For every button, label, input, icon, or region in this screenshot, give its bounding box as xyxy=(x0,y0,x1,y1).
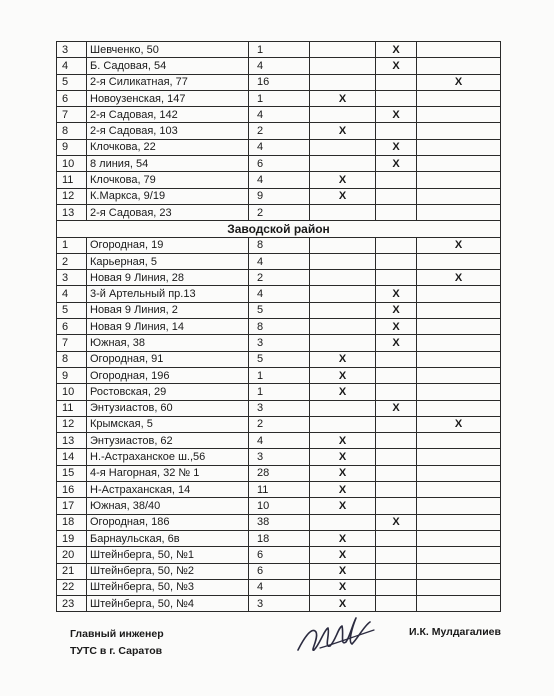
address-cell: Огородная, 186 xyxy=(87,514,249,530)
mark-cell-3 xyxy=(417,188,501,204)
row-number: 5 xyxy=(57,74,87,90)
address-cell: 2-я Садовая, 142 xyxy=(87,107,249,123)
row-number: 6 xyxy=(57,319,87,335)
mark-cell-1 xyxy=(310,42,376,58)
table-row xyxy=(57,319,501,335)
count-cell: 11 xyxy=(249,482,310,498)
mark-cell-3 xyxy=(417,42,501,58)
address-cell: Южная, 38/40 xyxy=(87,498,249,514)
row-number: 11 xyxy=(57,400,87,416)
table-row xyxy=(57,351,501,367)
address-cell: 4-я Нагорная, 32 № 1 xyxy=(87,465,249,481)
footer-position xyxy=(70,626,164,660)
table-row xyxy=(57,237,501,253)
count-cell: 3 xyxy=(249,335,310,351)
mark-cell-1: X xyxy=(310,351,376,367)
mark-cell-1: X xyxy=(310,498,376,514)
row-number: 3 xyxy=(57,42,87,58)
count-cell: 4 xyxy=(249,433,310,449)
table-row xyxy=(57,58,501,74)
mark-cell-1: X xyxy=(310,547,376,563)
footer-position-line1: Главный инженер xyxy=(70,628,164,640)
row-number: 4 xyxy=(57,286,87,302)
table-row xyxy=(57,465,501,481)
table-row xyxy=(57,156,501,172)
mark-cell-1: X xyxy=(310,188,376,204)
mark-cell-2 xyxy=(376,563,417,579)
count-cell: 4 xyxy=(249,253,310,269)
mark-cell-2 xyxy=(376,367,417,383)
footer-position-line2: ТУТС в г. Саратов xyxy=(70,645,163,657)
mark-cell-2 xyxy=(376,74,417,90)
row-number: 13 xyxy=(57,433,87,449)
count-cell: 4 xyxy=(249,172,310,188)
count-cell: 2 xyxy=(249,123,310,139)
section-title: Заводской район xyxy=(57,221,501,237)
mark-cell-3 xyxy=(417,514,501,530)
count-cell: 6 xyxy=(249,156,310,172)
mark-cell-1: X xyxy=(310,579,376,595)
mark-cell-3 xyxy=(417,58,501,74)
mark-cell-1: X xyxy=(310,465,376,481)
mark-cell-1: X xyxy=(310,449,376,465)
mark-cell-3 xyxy=(417,139,501,155)
mark-cell-1 xyxy=(310,139,376,155)
mark-cell-2 xyxy=(376,596,417,612)
count-cell: 18 xyxy=(249,530,310,546)
mark-cell-2: X xyxy=(376,42,417,58)
mark-cell-3 xyxy=(417,530,501,546)
row-number: 23 xyxy=(57,596,87,612)
table-row xyxy=(57,400,501,416)
count-cell: 8 xyxy=(249,319,310,335)
address-cell: Штейнберга, 50, №4 xyxy=(87,596,249,612)
mark-cell-1 xyxy=(310,237,376,253)
table-row xyxy=(57,367,501,383)
mark-cell-1 xyxy=(310,107,376,123)
row-number: 9 xyxy=(57,139,87,155)
mark-cell-2 xyxy=(376,579,417,595)
address-cell: Клочкова, 79 xyxy=(87,172,249,188)
table-row xyxy=(57,449,501,465)
mark-cell-3 xyxy=(417,123,501,139)
address-cell: Новая 9 Линия, 2 xyxy=(87,302,249,318)
mark-cell-3 xyxy=(417,433,501,449)
mark-cell-2 xyxy=(376,465,417,481)
table-row xyxy=(57,596,501,612)
mark-cell-2: X xyxy=(376,286,417,302)
count-cell: 6 xyxy=(249,547,310,563)
mark-cell-3 xyxy=(417,156,501,172)
mark-cell-1: X xyxy=(310,172,376,188)
row-number: 12 xyxy=(57,416,87,432)
mark-cell-1 xyxy=(310,400,376,416)
mark-cell-1: X xyxy=(310,90,376,106)
mark-cell-2 xyxy=(376,351,417,367)
count-cell: 4 xyxy=(249,107,310,123)
mark-cell-3: X xyxy=(417,270,501,286)
table-row xyxy=(57,335,501,351)
count-cell: 28 xyxy=(249,465,310,481)
mark-cell-3 xyxy=(417,563,501,579)
count-cell: 4 xyxy=(249,286,310,302)
mark-cell-2: X xyxy=(376,107,417,123)
row-number: 10 xyxy=(57,384,87,400)
address-cell: 2-я Садовая, 23 xyxy=(87,204,249,220)
mark-cell-1 xyxy=(310,74,376,90)
row-number: 21 xyxy=(57,563,87,579)
mark-cell-2: X xyxy=(376,335,417,351)
count-cell: 16 xyxy=(249,74,310,90)
mark-cell-2 xyxy=(376,416,417,432)
table-row xyxy=(57,139,501,155)
count-cell: 5 xyxy=(249,351,310,367)
mark-cell-1 xyxy=(310,514,376,530)
mark-cell-1 xyxy=(310,58,376,74)
footer-signer-name: И.К. Мулдагалиев xyxy=(409,626,501,638)
row-number: 9 xyxy=(57,367,87,383)
mark-cell-3 xyxy=(417,400,501,416)
mark-cell-3 xyxy=(417,90,501,106)
table-row xyxy=(57,563,501,579)
address-cell: Б. Садовая, 54 xyxy=(87,58,249,74)
mark-cell-1: X xyxy=(310,433,376,449)
count-cell: 4 xyxy=(249,139,310,155)
table-row xyxy=(57,579,501,595)
count-cell: 2 xyxy=(249,270,310,286)
address-cell: Новая 9 Линия, 14 xyxy=(87,319,249,335)
row-number: 10 xyxy=(57,156,87,172)
mark-cell-2 xyxy=(376,270,417,286)
mark-cell-3 xyxy=(417,335,501,351)
mark-cell-3 xyxy=(417,596,501,612)
address-cell: К.Маркса, 9/19 xyxy=(87,188,249,204)
count-cell: 4 xyxy=(249,58,310,74)
count-cell: 38 xyxy=(249,514,310,530)
row-number: 20 xyxy=(57,547,87,563)
table-body-top xyxy=(57,42,501,221)
mark-cell-3 xyxy=(417,286,501,302)
address-cell: Штейнберга, 50, №1 xyxy=(87,547,249,563)
mark-cell-2: X xyxy=(376,139,417,155)
table-row xyxy=(57,172,501,188)
table-row xyxy=(57,286,501,302)
count-cell: 1 xyxy=(249,367,310,383)
row-number: 11 xyxy=(57,172,87,188)
count-cell: 1 xyxy=(249,42,310,58)
mark-cell-3 xyxy=(417,465,501,481)
address-cell: Н.-Астраханское ш.,56 xyxy=(87,449,249,465)
mark-cell-2: X xyxy=(376,319,417,335)
row-number: 14 xyxy=(57,449,87,465)
mark-cell-2 xyxy=(376,253,417,269)
count-cell: 8 xyxy=(249,237,310,253)
row-number: 4 xyxy=(57,58,87,74)
row-number: 6 xyxy=(57,90,87,106)
mark-cell-1: X xyxy=(310,563,376,579)
address-cell: 2-я Силикатная, 77 xyxy=(87,74,249,90)
mark-cell-2 xyxy=(376,204,417,220)
row-number: 12 xyxy=(57,188,87,204)
mark-cell-2 xyxy=(376,123,417,139)
mark-cell-1 xyxy=(310,302,376,318)
address-cell: Карьерная, 5 xyxy=(87,253,249,269)
mark-cell-3 xyxy=(417,351,501,367)
mark-cell-1 xyxy=(310,253,376,269)
count-cell: 5 xyxy=(249,302,310,318)
row-number: 7 xyxy=(57,107,87,123)
row-number: 22 xyxy=(57,579,87,595)
mark-cell-1: X xyxy=(310,596,376,612)
mark-cell-1 xyxy=(310,286,376,302)
count-cell: 1 xyxy=(249,384,310,400)
row-number: 8 xyxy=(57,123,87,139)
mark-cell-3: X xyxy=(417,74,501,90)
mark-cell-2: X xyxy=(376,400,417,416)
mark-cell-1 xyxy=(310,335,376,351)
mark-cell-2 xyxy=(376,90,417,106)
row-number: 13 xyxy=(57,204,87,220)
mark-cell-3 xyxy=(417,498,501,514)
signature-image xyxy=(290,608,380,668)
table-row xyxy=(57,498,501,514)
table-row xyxy=(57,270,501,286)
table-row xyxy=(57,253,501,269)
mark-cell-1: X xyxy=(310,482,376,498)
address-cell: Штейнберга, 50, №2 xyxy=(87,563,249,579)
mark-cell-3 xyxy=(417,579,501,595)
address-cell: Ростовская, 29 xyxy=(87,384,249,400)
address-cell: Огородная, 19 xyxy=(87,237,249,253)
address-cell: 8 линия, 54 xyxy=(87,156,249,172)
table-row xyxy=(57,302,501,318)
mark-cell-3 xyxy=(417,107,501,123)
address-table xyxy=(56,41,501,612)
address-cell: 3-й Артельный пр.13 xyxy=(87,286,249,302)
section-header-row xyxy=(57,221,501,237)
table-row xyxy=(57,204,501,220)
address-cell: Штейнберга, 50, №3 xyxy=(87,579,249,595)
mark-cell-1 xyxy=(310,204,376,220)
count-cell: 3 xyxy=(249,596,310,612)
mark-cell-2 xyxy=(376,498,417,514)
row-number: 8 xyxy=(57,351,87,367)
row-number: 1 xyxy=(57,237,87,253)
table-body-bottom xyxy=(57,237,501,612)
mark-cell-2 xyxy=(376,188,417,204)
address-cell: Энтузиастов, 60 xyxy=(87,400,249,416)
mark-cell-1: X xyxy=(310,367,376,383)
mark-cell-2: X xyxy=(376,156,417,172)
table-row xyxy=(57,90,501,106)
table-row xyxy=(57,433,501,449)
address-cell: Огородная, 91 xyxy=(87,351,249,367)
table-row xyxy=(57,547,501,563)
mark-cell-3 xyxy=(417,172,501,188)
table-row xyxy=(57,482,501,498)
count-cell: 4 xyxy=(249,579,310,595)
mark-cell-1 xyxy=(310,416,376,432)
mark-cell-1: X xyxy=(310,123,376,139)
mark-cell-2: X xyxy=(376,58,417,74)
row-number: 16 xyxy=(57,482,87,498)
count-cell: 2 xyxy=(249,416,310,432)
mark-cell-1 xyxy=(310,270,376,286)
address-cell: Н-Астраханская, 14 xyxy=(87,482,249,498)
mark-cell-1 xyxy=(310,319,376,335)
count-cell: 10 xyxy=(249,498,310,514)
address-cell: Крымская, 5 xyxy=(87,416,249,432)
mark-cell-2 xyxy=(376,449,417,465)
mark-cell-3 xyxy=(417,204,501,220)
table-row xyxy=(57,416,501,432)
mark-cell-2 xyxy=(376,547,417,563)
mark-cell-1 xyxy=(310,156,376,172)
section-header-group xyxy=(57,221,501,237)
row-number: 18 xyxy=(57,514,87,530)
table-row xyxy=(57,514,501,530)
mark-cell-1: X xyxy=(310,384,376,400)
address-cell: Шевченко, 50 xyxy=(87,42,249,58)
row-number: 2 xyxy=(57,253,87,269)
mark-cell-3: X xyxy=(417,237,501,253)
row-number: 15 xyxy=(57,465,87,481)
mark-cell-2 xyxy=(376,482,417,498)
address-cell: Новая 9 Линия, 28 xyxy=(87,270,249,286)
count-cell: 6 xyxy=(249,563,310,579)
mark-cell-2 xyxy=(376,237,417,253)
mark-cell-3 xyxy=(417,449,501,465)
address-cell: Новоузенская, 147 xyxy=(87,90,249,106)
count-cell: 3 xyxy=(249,449,310,465)
table-row xyxy=(57,74,501,90)
address-cell: Клочкова, 22 xyxy=(87,139,249,155)
count-cell: 1 xyxy=(249,90,310,106)
address-cell: 2-я Садовая, 103 xyxy=(87,123,249,139)
mark-cell-3 xyxy=(417,253,501,269)
table-row xyxy=(57,530,501,546)
mark-cell-2 xyxy=(376,433,417,449)
count-cell: 9 xyxy=(249,188,310,204)
mark-cell-2: X xyxy=(376,514,417,530)
row-number: 3 xyxy=(57,270,87,286)
table-row xyxy=(57,42,501,58)
table-row xyxy=(57,188,501,204)
mark-cell-1: X xyxy=(310,530,376,546)
row-number: 5 xyxy=(57,302,87,318)
count-cell: 3 xyxy=(249,400,310,416)
mark-cell-3 xyxy=(417,547,501,563)
mark-cell-2: X xyxy=(376,302,417,318)
row-number: 19 xyxy=(57,530,87,546)
mark-cell-3 xyxy=(417,367,501,383)
mark-cell-3 xyxy=(417,384,501,400)
count-cell: 2 xyxy=(249,204,310,220)
address-cell: Барнаульская, 6в xyxy=(87,530,249,546)
mark-cell-2 xyxy=(376,384,417,400)
mark-cell-3: X xyxy=(417,416,501,432)
address-cell: Южная, 38 xyxy=(87,335,249,351)
row-number: 7 xyxy=(57,335,87,351)
address-cell: Энтузиастов, 62 xyxy=(87,433,249,449)
mark-cell-2 xyxy=(376,530,417,546)
row-number: 17 xyxy=(57,498,87,514)
mark-cell-3 xyxy=(417,302,501,318)
table-row xyxy=(57,123,501,139)
table-row xyxy=(57,107,501,123)
mark-cell-3 xyxy=(417,319,501,335)
address-cell: Огородная, 196 xyxy=(87,367,249,383)
mark-cell-2 xyxy=(376,172,417,188)
table-row xyxy=(57,384,501,400)
mark-cell-3 xyxy=(417,482,501,498)
